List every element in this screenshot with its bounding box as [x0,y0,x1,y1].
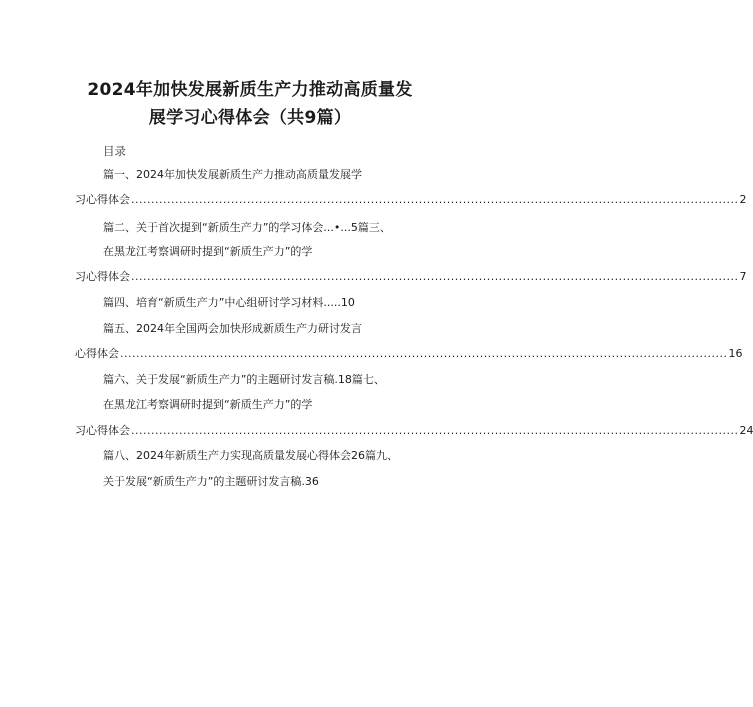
toc-heading: 目录 [103,144,126,158]
toc-entry-4-line[interactable]: 篇四、培育“新质生产力”中心组研讨学习材料.....10 [103,296,355,309]
toc-entry-6-line[interactable]: 篇六、关于发展“新质生产力”的主题研讨发言稿.18篇七、 [103,373,385,386]
toc-entry-1-line-1[interactable]: 篇一、2024年加快发展新质生产力推动高质量发展学 [103,168,362,181]
toc-entry-5-line-1[interactable]: 篇五、2024年全国两会加快形成新质生产力研讨发言 [103,322,362,335]
document-title [40,76,460,132]
toc-entry-8-line[interactable]: 篇八、2024年新质生产力实现高质量发展心得体会26篇九、 [103,449,398,462]
toc-entry-2-line[interactable]: 篇二、关于首次提到“新质生产力”的学习体会...•...5篇三、 [103,221,391,234]
toc-leader-dots: ........................................................................................................................................................ [131,424,739,437]
toc-entry-3-line-2[interactable] [75,269,747,285]
toc-leader-dots: ........................................................................................................................................................ [131,193,739,206]
toc-page-number: 2 [739,193,747,206]
toc-page-number: 16 [728,347,743,360]
toc-entry-7-line-2[interactable] [75,423,753,439]
toc-entry-text: 习心得体会 [75,193,130,206]
toc-entry-text: 习心得体会 [75,270,130,283]
toc-page-number: 7 [739,270,747,283]
toc-entry-1-line-2[interactable] [75,192,747,208]
toc-leader-dots: ........................................................................................................................................................ [131,270,739,283]
toc-entry-text: 习心得体会 [75,424,130,437]
toc-entry-text: 心得体会 [75,347,119,360]
toc-entry-5-line-2[interactable] [75,346,743,362]
toc-entry-7-line-1[interactable]: 在黑龙江考察调研时提到“新质生产力”的学 [103,398,313,411]
title-line-1: 2024年加快发展新质生产力推动高质量发 [87,80,413,100]
title-line-2: 展学习心得体会（共9篇） [148,108,352,128]
toc-entry-3-line-1[interactable]: 在黑龙江考察调研时提到“新质生产力”的学 [103,245,313,258]
toc-page-number: 24 [739,424,753,437]
toc-leader-dots: ........................................................................................................................................................ [120,347,728,360]
toc-entry-9-line[interactable]: 关于发展“新质生产力”的主题研讨发言稿.36 [103,475,319,488]
